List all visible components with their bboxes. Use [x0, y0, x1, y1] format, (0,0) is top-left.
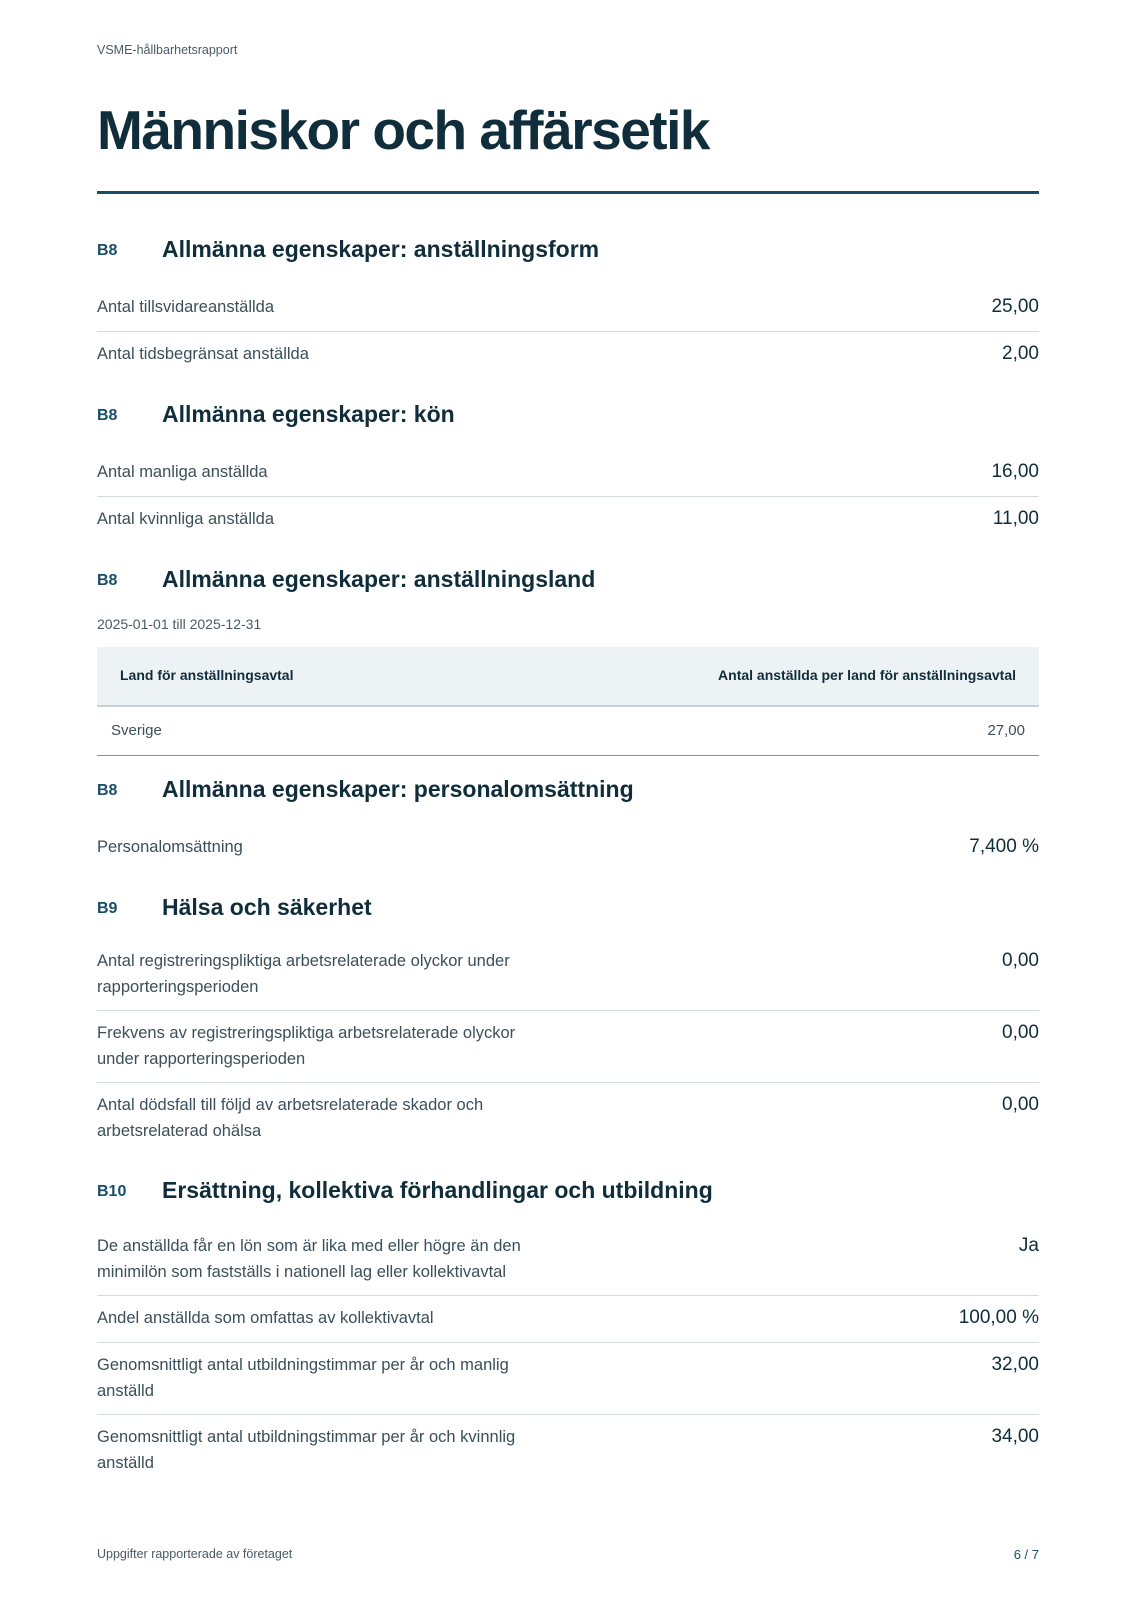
reporting-period: 2025-01-01 till 2025-12-31 — [97, 616, 262, 632]
title-divider — [97, 191, 1039, 194]
section-title: Allmänna egenskaper: personalomsättning — [162, 776, 634, 802]
section-title: Hälsa och säkerhet — [162, 894, 372, 920]
data-row — [97, 1092, 1039, 1148]
data-row — [97, 1352, 1039, 1415]
row-value: 16,00 — [991, 461, 1039, 482]
data-row — [97, 1305, 1039, 1343]
section-header-health-safety — [97, 894, 1039, 924]
country-table — [97, 647, 1039, 756]
row-value: 0,00 — [1002, 1022, 1039, 1043]
row-label: Andel anställda som omfattas av kollektivavtal — [97, 1309, 434, 1327]
section-header-employment-type — [97, 236, 1039, 266]
cell-employee-count: 27,00 — [987, 722, 1025, 739]
section-code: B8 — [97, 407, 118, 424]
page-number: 6 / 7 — [1013, 1547, 1039, 1562]
section-title: Allmänna egenskaper: kön — [162, 401, 455, 427]
row-label: Genomsnittligt antal utbildningstimmar per år och kvinnlig anställd — [97, 1428, 516, 1472]
row-label: Frekvens av registreringspliktiga arbetsrelaterade olyckor under rapporteringsperioden — [97, 1024, 516, 1068]
section-code: B8 — [97, 572, 118, 589]
data-row — [97, 506, 1039, 536]
data-row — [97, 1233, 1039, 1296]
row-label: Antal kvinnliga anställda — [97, 510, 275, 528]
section-title: Allmänna egenskaper: anställningsform — [162, 236, 600, 262]
page-title: Människor och affärsetik — [97, 99, 709, 161]
data-row — [97, 1020, 1039, 1083]
row-label: Genomsnittligt antal utbildningstimmar per år och manlig anställd — [97, 1356, 509, 1400]
row-label: De anställda får en lön som är lika med eller högre än den minimilön som fastställs i nationell lag eller kollektivavtal — [97, 1237, 521, 1281]
row-label: Antal dödsfall till följd av arbetsrelaterade skador och arbetsrelaterad ohälsa — [97, 1096, 484, 1140]
row-value: 100,00 % — [958, 1307, 1039, 1328]
section-code: B9 — [97, 900, 118, 917]
row-label: Personalomsättning — [97, 838, 243, 856]
row-value: Ja — [1018, 1235, 1039, 1256]
row-value: 0,00 — [1002, 1094, 1039, 1115]
section-code: B8 — [97, 242, 118, 259]
cell-country: Sverige — [111, 722, 162, 739]
data-row — [97, 294, 1039, 332]
data-row — [97, 834, 1039, 864]
row-value: 2,00 — [1002, 343, 1039, 364]
section-code: B10 — [97, 1183, 127, 1200]
section-header-gender — [97, 401, 1039, 431]
row-value: 7,400 % — [969, 836, 1039, 857]
data-row — [97, 948, 1039, 1011]
section-header-country — [97, 566, 1039, 596]
row-value: 11,00 — [992, 508, 1039, 529]
section-header-turnover — [97, 776, 1039, 806]
row-value: 34,00 — [991, 1426, 1039, 1447]
row-value: 32,00 — [991, 1354, 1039, 1375]
running-header: VSME-hållbarhetsrapport — [97, 43, 238, 57]
row-label: Antal tidsbegränsat anställda — [97, 345, 309, 363]
row-label: Antal tillsvidareanställda — [97, 298, 275, 316]
section-header-compensation — [97, 1177, 1039, 1207]
data-row — [97, 459, 1039, 497]
table-header-row — [97, 647, 1039, 707]
data-row — [97, 1424, 1039, 1480]
row-label: Antal registreringspliktiga arbetsrelaterade olyckor under rapporteringsperioden — [97, 952, 510, 996]
section-title: Allmänna egenskaper: anställningsland — [162, 566, 596, 592]
column-header-employee-count: Antal anställda per land för anställningsavtal — [718, 667, 1016, 683]
report-page — [97, 0, 1039, 1600]
section-title: Ersättning, kollektiva förhandlingar och utbildning — [162, 1177, 713, 1203]
column-header-country: Land för anställningsavtal — [120, 667, 294, 683]
row-value: 0,00 — [1002, 950, 1039, 971]
footer-source-note: Uppgifter rapporterade av företaget — [97, 1547, 293, 1561]
row-value: 25,00 — [991, 296, 1039, 317]
section-code: B8 — [97, 782, 118, 799]
data-row — [97, 341, 1039, 371]
row-label: Antal manliga anställda — [97, 463, 268, 481]
table-row — [97, 707, 1039, 756]
